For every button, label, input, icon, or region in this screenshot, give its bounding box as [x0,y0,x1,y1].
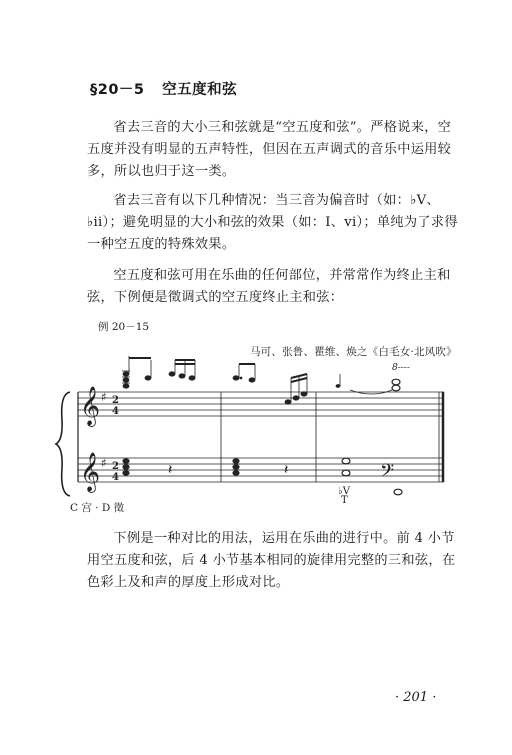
bass-clef-icon: 𝄢 [380,461,395,486]
time-signature-top-num: 2 [112,395,119,406]
time-signature-top-den: 4 [112,406,119,417]
section-number: §20－5 [90,82,145,98]
octave-mark: 8---- [392,363,410,373]
key-signature-treble: ♯ [101,390,107,404]
paragraph-cases: 省去三音有以下几种情况：当三音为偏音时（如：♭V、♭ii）；避免明显的大小和弦的效果（如：I、vi）；单纯为了求得一种空五度的特殊效果。 [87,193,458,252]
section-heading [90,78,237,99]
section-title: 空五度和弦 [162,82,238,98]
page-number: · 201 · [395,690,437,705]
paragraph-contrast: 下例是一种对比的用法，运用在乐曲的进行中。前 4 小节用空五度和弦，后 4 小节基本相同的旋律用完整的三和弦，在色彩上及和声的厚度上形成对比。 [87,531,456,590]
paragraph-intro: 省去三音的大小三和弦就是“空五度和弦”。严格说来，空五度并没有明显的五声特性，但因在五声调式的音乐中运用较多，所以也归于这一类。 [87,120,452,179]
svg-text:𝄽: 𝄽 [168,462,173,478]
key-label: C 宫 · D 徵 [70,502,125,514]
svg-text:𝄽: 𝄽 [284,462,289,478]
treble-clef-lower-icon: 𝄞 [80,452,101,492]
brace [56,392,70,496]
paragraph-usage: 空五度和弦可用在乐曲的任何部位，并常常作为终止主和弦，下例便是徵调式的空五度终止主和弦： [87,268,451,305]
music-score [0,350,512,500]
key-signature-bass: ♯ [101,456,107,470]
example-credit: 马可、张鲁、瞿维、焕之《白毛女·北风吹》 [250,346,457,358]
chord-label: ♭V [338,486,350,497]
treble-clef-icon: 𝄞 [80,386,101,426]
time-signature-bottom-num: 2 [112,461,119,472]
function-label: T [341,495,348,506]
measure-3-treble [336,363,410,394]
measure-1-treble [122,356,195,388]
example-label: 例 20－15 [98,321,150,333]
time-signature-bottom-den: 4 [112,472,119,483]
